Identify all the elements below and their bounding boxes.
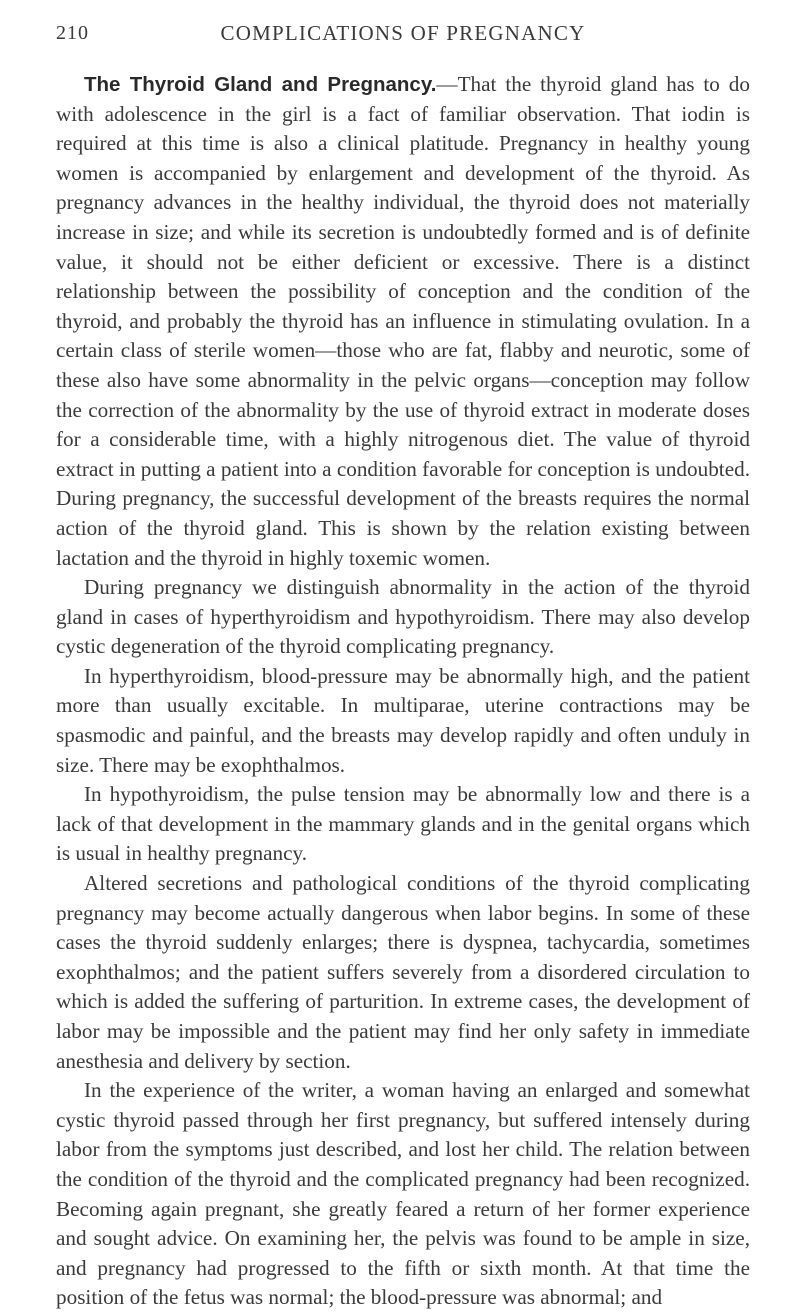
paragraph: Altered secretions and pathological conditions of the thyroid complicating pregnancy may become actually dangerous when labor begins. In some of these cases the thyroid suddenly enlarges; there is dyspnea, tachycardia, sometimes exophthalmos; and the patient suffers severely from a disordered circulation to which is added the suffering of parturition. In extreme cases, the development of labor may be impossible and the patient may find her only safety in immediate anesthesia and delivery by section. (56, 871, 750, 1073)
paragraph: In hypothyroidism, the pulse tension may be abnormally low and there is a lack of that development in the mammary glands and in the genital organs which is usual in healthy pregnancy. (56, 782, 750, 866)
paragraph: In hyperthyroidism, blood-pressure may be abnormally high, and the patient more than usually excitable. In multiparae, uterine contractions may be spasmodic and painful, and the breasts may develop rapidly and often unduly in size. There may be exophthalmos. (56, 663, 750, 777)
page-number: 210 (56, 22, 89, 44)
running-head: COMPLICATIONS OF PREGNANCY (220, 21, 586, 45)
page-header (56, 0, 750, 58)
paragraph: In the experience of the writer, a woman having an enlarged and somewhat cystic thyroid passed through her first pregnancy, but suffered intensely during labor from the symptoms just described, and lost her child. The relation between the condition of the thyroid and the complicated pregnancy had been recognized. Becoming again pregnant, she greatly feared a return of her former experience and sought advice. On examining her, the pelvis was found to be ample in size, and pregnancy had progressed to the fifth or sixth month. At that time the position of the fetus was normal; the blood-pressure was abnormal; and (56, 1078, 750, 1310)
section-title: The Thyroid Gland and Pregnancy. (84, 73, 437, 96)
paragraph-intro-text: —That the thyroid gland has to do with adolescence in the girl is a fact of familiar observation. That iodin is required at this time is also a clinical platitude. Pregnancy in healthy young women is accompanied by enlargement and development of the thyroid. As pregnancy advances in the healthy individual, the thyroid does not materially increase in size; and while its secretion is undoubtedly formed and is of definite value, it should not be either deficient or excessive. There is a distinct relationship between the possibility of conception and the condition of the thyroid, and probably the thyroid has an influence in stimulating ovulation. In a certain class of sterile women—those who are fat, flabby and neurotic, some of these also have some abnormality in the pelvic organs—conception may follow the correction of the abnormality by the use of thyroid extract in moderate doses for a considerable time, with a highly nitrogenous diet. The value of thyroid extract in putting a patient into a condition favorable for conception is undoubted. During pregnancy, the successful development of the breasts requires the normal action of the thyroid gland. This is shown by the relation existing between lactation and the thyroid in highly toxemic women. (56, 72, 750, 570)
page-body (56, 70, 750, 1313)
paragraph-intro (56, 70, 750, 573)
paragraph: During pregnancy we distinguish abnormality in the action of the thyroid gland in cases of hyperthyroidism and hypothyroidism. There may also develop cystic degeneration of the thyroid complicating pregnancy. (56, 575, 750, 659)
